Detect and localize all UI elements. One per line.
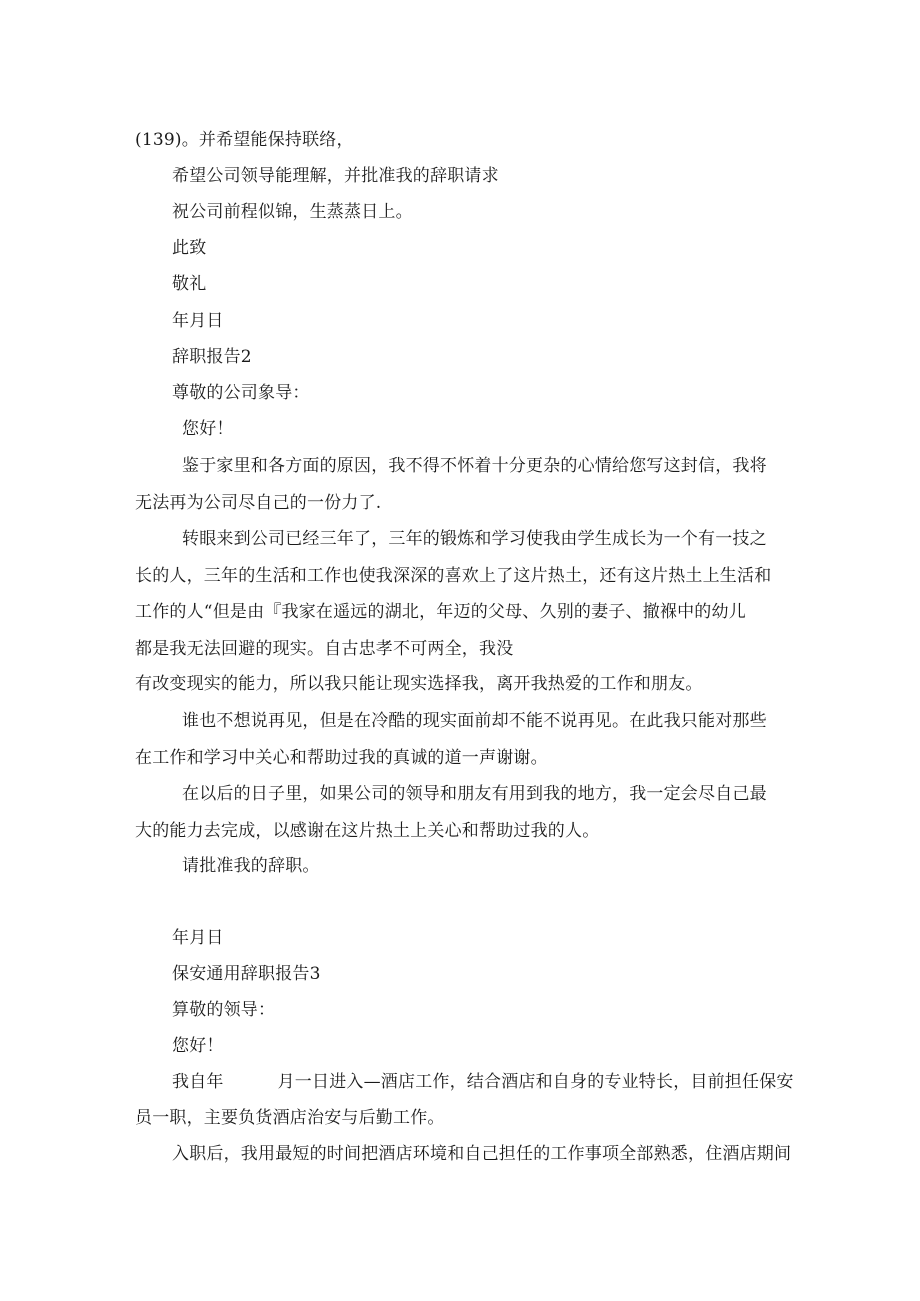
salutation: 尊敬的公司象导： [172,383,310,403]
paragraph: 在以后的日子里，如果公司的领导和朋友有用到我的地方，我一定会尽自己最大的能力去完成，以感谢在这片热土上关心和帮助过我的人。 [135,784,767,841]
salutation: 算敬的领导： [172,1000,276,1020]
paragraph-tail: 有改变现实的能力，所以我只能让现实选择我，离开我热爱的工作和朋友。 [135,674,703,694]
text-line: 希望公司领导能理解，并批准我的辞职请求 [172,166,499,186]
request-line: 请批准我的辞职。 [182,856,320,876]
section-title: 辞职报告2 [172,347,252,367]
text-line [172,1070,794,1094]
text-fragment: 月一日进入—酒店工作，结合酒店和自身的专业特长，目前担任保安 [277,1072,794,1092]
paragraph: 鉴于家里和各方面的原因，我不得不怀着十分更杂的心情给您写这封信，我将无法再为公司尽自己的一份力了. [135,456,767,513]
greeting: 您好！ [172,1036,224,1056]
greeting: 您好！ [182,419,234,439]
text-line: 员一职，主要负货酒店治安与后勤工作。 [135,1108,445,1128]
date-line: 年月日 [172,928,224,948]
text-fragment: 我自年 [172,1072,224,1092]
text-line: 入职后，我用最短的时间把酒店环境和自己担任的工作事项全部熟悉，住酒店期间 [172,1144,792,1164]
date-line: 年月日 [172,311,224,331]
section-title: 保安通用辞职报告3 [172,964,321,984]
paragraph: 谁也不想说再见，但是在冷酷的现实面前却不能不说再见。在此我只能对那些在工作和学习中关心和帮助过我的真诚的道一声谢谢。 [135,711,767,768]
closing-line: 此致 [172,238,207,258]
closing-line: 敬礼 [172,274,207,294]
paragraph: 转眼来到公司已经三年了，三年的锻炼和学习使我由学生成长为一个有一技之长的人，三年的生活和工作也使我深深的喜欢上了这片热土，还有这片热土上生活和工作的人“但是由『我家在遥远的湖北，年迈的父母、久别的妻子、撤褓中的幼儿 都是我无法回避的现实。自古忠孝不可两全，我没 [135,529,772,659]
text-line: 祝公司前程似锦，生蒸蒸日上。 [172,202,413,222]
text-line: (139)。并希望能保持联络， [135,130,354,150]
